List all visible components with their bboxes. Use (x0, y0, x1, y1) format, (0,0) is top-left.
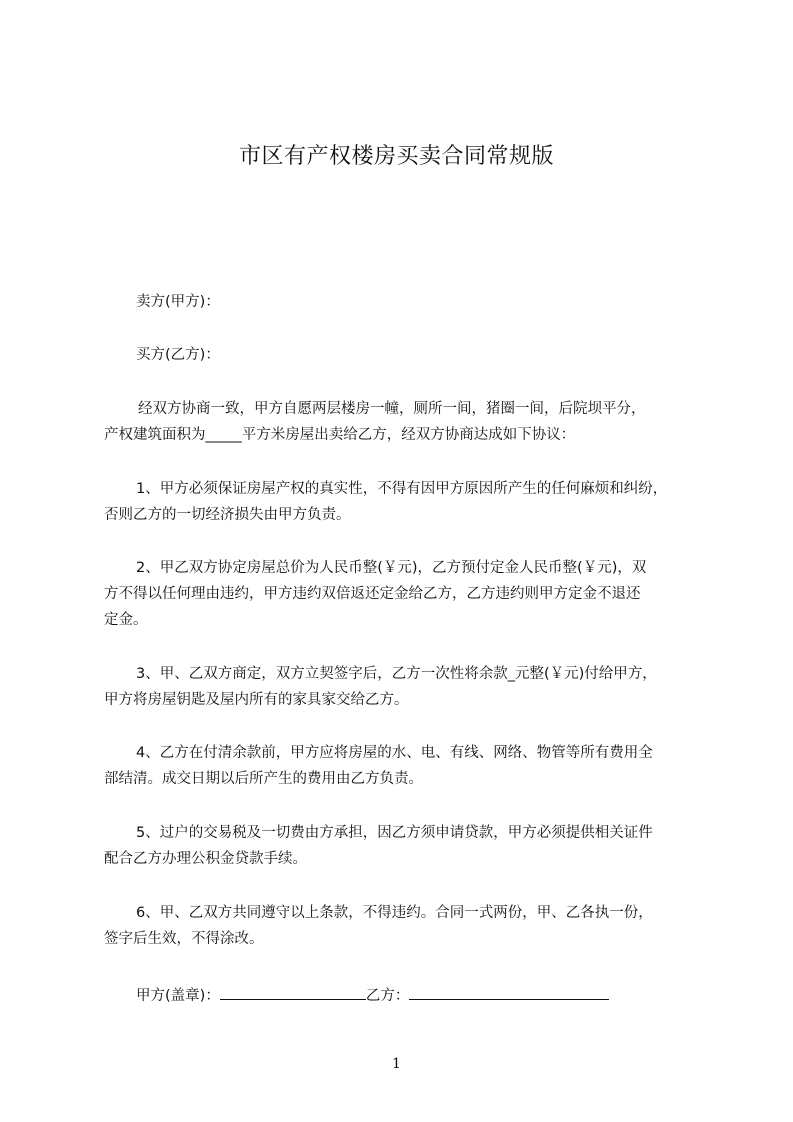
party-b-label: 乙方： (365, 988, 410, 1004)
seller-label: 卖方(甲方)： (136, 294, 220, 310)
clause-3-line-2: 甲方将房屋钥匙及屋内所有的家具家交给乙方。 (104, 692, 409, 708)
intro-line-2: 产权建筑面积为_____平方米房屋出卖给乙方，经双方协商达成如下协议： (104, 427, 576, 443)
party-b-signature-line (409, 985, 609, 1000)
clause-1-line-2: 否则乙方的一切经济损失由甲方负责。 (104, 507, 351, 523)
clause-5-line-1: 5、过户的交易税及一切费由方承担，因乙方须申请贷款，甲方必须提供相关证件 (136, 825, 653, 841)
page-number: 1 (392, 1056, 401, 1072)
clause-4-line-1: 4、乙方在付清余款前，甲方应将房屋的水、电、有线、网络、物管等所有费用全 (136, 745, 653, 761)
clause-2-line-3: 定金。 (104, 612, 148, 628)
signature-row (136, 985, 609, 1006)
clause-6-line-2: 签字后生效，不得涂改。 (104, 931, 264, 947)
document-title: 市区有产权楼房买卖合同常规版 (238, 144, 554, 169)
clause-1-line-1: 1、甲方必须保证房屋产权的真实性，不得有因甲方原因所产生的任何麻烦和纠纷， (136, 481, 668, 497)
party-a-signature-line (220, 985, 366, 1000)
clause-3-line-1: 3、甲、乙双方商定，双方立契签字后，乙方一次性将余款_元整(￥元)付给甲方， (136, 666, 657, 682)
intro-line-1: 经双方协商一致，甲方自愿两层楼房一幢，厕所一间，猪圈一间，后院坝平分， (138, 401, 646, 417)
clause-2-line-2: 方不得以任何理由违约，甲方违约双倍返还定金给乙方，乙方违约则甲方定金不退还 (104, 586, 641, 602)
buyer-label: 买方(乙方)： (136, 347, 220, 363)
clause-5-line-2: 配合乙方办理公积金贷款手续。 (104, 851, 307, 867)
clause-2-line-1: 2、甲乙双方协定房屋总价为人民币整(￥元)，乙方预付定金人民币整(￥元)，双 (136, 560, 647, 576)
clause-6-line-1: 6、甲、乙双方共同遵守以上条款，不得违约。合同一式两份，甲、乙各执一份， (136, 905, 653, 921)
party-a-seal-label: 甲方(盖章)： (136, 988, 220, 1004)
clause-4-line-2: 部结清。成交日期以后所产生的费用由乙方负责。 (104, 771, 423, 787)
